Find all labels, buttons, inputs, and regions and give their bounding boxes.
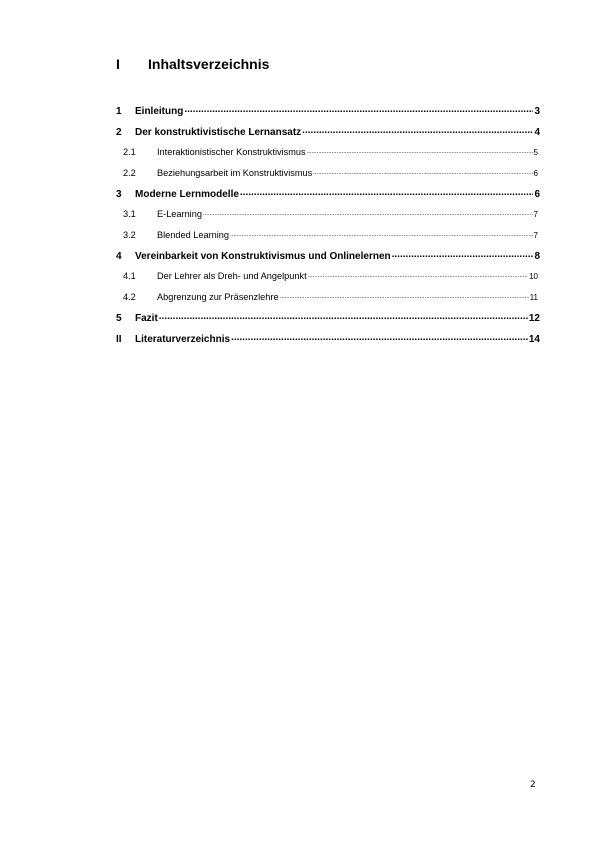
toc-entry-page: 12 bbox=[528, 313, 540, 324]
toc-entry[interactable] bbox=[116, 311, 540, 324]
toc-leader-dots bbox=[302, 125, 533, 135]
toc-entry[interactable] bbox=[116, 187, 540, 200]
toc-entry-number: 4.1 bbox=[123, 271, 136, 282]
toc-entry-label: Blended Learning bbox=[157, 230, 230, 241]
toc-entry-label: Moderne Lernmodelle bbox=[135, 189, 239, 200]
toc-entry[interactable] bbox=[116, 229, 540, 240]
toc-leader-dots bbox=[231, 332, 528, 342]
toc-entry-number: 5 bbox=[116, 313, 122, 324]
toc-entry-number: 3.1 bbox=[123, 209, 136, 220]
toc-entry-number: 1 bbox=[116, 106, 122, 117]
toc-entry[interactable] bbox=[116, 125, 540, 138]
toc-entry-label: E-Learning bbox=[157, 209, 202, 220]
toc-entry-label: Der Lehrer als Dreh- und Angelpunkt bbox=[157, 271, 307, 282]
toc-heading-title: Inhaltsverzeichnis bbox=[148, 56, 270, 72]
toc-leader-dots bbox=[159, 311, 528, 321]
toc-entry-label: Abgrenzung zur Präsenzlehre bbox=[157, 292, 279, 303]
toc-entry[interactable] bbox=[116, 104, 540, 117]
toc-entry-page: 11 bbox=[529, 293, 538, 303]
toc-heading-number: I bbox=[116, 56, 120, 72]
toc-entry-label: Fazit bbox=[135, 313, 158, 324]
toc-entry-number: 4.2 bbox=[123, 292, 136, 303]
toc-entry-page: 6 bbox=[534, 189, 540, 200]
toc-entry-label: Interaktionistischer Konstruktivismus bbox=[157, 147, 306, 158]
toc-entry[interactable] bbox=[116, 249, 540, 262]
toc-entry-label: Einleitung bbox=[135, 106, 184, 117]
toc-entry-number: 2 bbox=[116, 127, 122, 138]
toc-entry-page: 7 bbox=[533, 210, 538, 220]
toc-entry-label: Literaturverzeichnis bbox=[135, 334, 231, 345]
toc-entry-number: 3 bbox=[116, 189, 122, 200]
toc-entry-number: 2.1 bbox=[123, 147, 136, 158]
toc-entry-page: 8 bbox=[534, 251, 540, 262]
page-number: 2 bbox=[530, 780, 536, 790]
toc-entry-number: 3.2 bbox=[123, 230, 136, 241]
toc-entry-page: 14 bbox=[528, 334, 540, 345]
toc-leader-dots bbox=[392, 249, 534, 259]
toc-entry-label: Beziehungsarbeit im Konstruktivismus bbox=[157, 168, 313, 179]
toc-entry[interactable] bbox=[116, 332, 540, 345]
toc-entry-page: 4 bbox=[534, 127, 540, 138]
toc-entry[interactable] bbox=[116, 167, 540, 178]
toc-leader-dots bbox=[230, 229, 533, 238]
toc-entry-number: 4 bbox=[116, 251, 122, 262]
toc-entry-number: 2.2 bbox=[123, 168, 136, 179]
toc-entry-page: 7 bbox=[533, 231, 538, 241]
toc-entry-page: 5 bbox=[533, 148, 538, 158]
toc-entry[interactable] bbox=[116, 270, 540, 281]
toc-leader-dots bbox=[240, 187, 534, 197]
toc-entry[interactable] bbox=[116, 208, 540, 219]
toc-entry[interactable] bbox=[116, 291, 540, 302]
toc-entry[interactable] bbox=[116, 146, 540, 157]
toc-heading bbox=[116, 56, 269, 72]
toc-entry-page: 3 bbox=[534, 106, 540, 117]
toc-leader-dots bbox=[184, 104, 533, 114]
toc-entry-page: 10 bbox=[529, 272, 538, 282]
toc-leader-dots bbox=[307, 146, 533, 155]
toc-leader-dots bbox=[203, 208, 533, 217]
toc-entry-page: 6 bbox=[533, 169, 538, 179]
toc-entry-number: II bbox=[116, 334, 122, 345]
toc-entry-label: Der konstruktivistische Lernansatz bbox=[135, 127, 302, 138]
toc-leader-dots bbox=[308, 270, 528, 279]
toc-leader-dots bbox=[280, 291, 529, 300]
toc-leader-dots bbox=[313, 167, 532, 176]
toc-entry-label: Vereinbarkeit von Konstruktivismus und Onlinelernen bbox=[135, 251, 391, 262]
